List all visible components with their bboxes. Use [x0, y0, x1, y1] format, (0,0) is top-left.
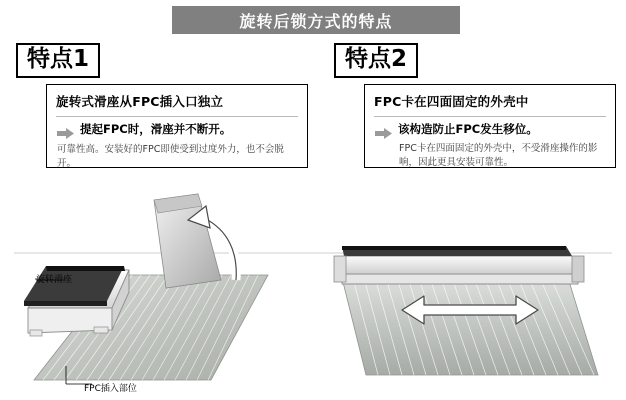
feature-panel-1: [46, 84, 308, 168]
page-title: 旋转后锁方式的特点: [239, 11, 393, 31]
feature-2-bullet-row: [365, 117, 615, 137]
connector-body-right: [334, 246, 584, 284]
illustration-fixed-housing-connector: [320, 170, 620, 400]
callout-rotary-slider: 旋转滑座: [36, 275, 73, 285]
illustration-rotary-connector: [6, 170, 336, 400]
feature-2-note: FPC卡在四面固定的外壳中，不受滑座操作的影响，因此更具安装可靠性。: [399, 142, 598, 168]
callout-fpc-insert: FPC插入部位: [84, 384, 137, 394]
feature-1-note: 可靠性高。安装好的FPC即使受到过度外力，也不会脱开。: [57, 143, 284, 169]
right-arrow-icon: [375, 124, 392, 135]
feature-2-bullet-text: 该构造防止FPC发生移位。: [398, 122, 538, 136]
feature-1-bullet-row: [47, 117, 307, 137]
fpc-ribbon-right: [342, 278, 598, 375]
title-banner: [172, 6, 460, 34]
feature-panel-2: [364, 84, 616, 168]
feature-tag-2: 特点2: [334, 43, 418, 78]
right-arrow-icon: [57, 124, 74, 135]
feature-2-heading: FPC卡在四面固定的外壳中: [374, 94, 529, 109]
feature-1-heading: 旋转式滑座从FPC插入口独立: [56, 94, 224, 109]
feature-1-bullet-text: 提起FPC时，滑座并不断开。: [80, 122, 232, 136]
feature-tag-1: 特点1: [16, 43, 100, 78]
fpc-flap-raised: [154, 194, 221, 288]
